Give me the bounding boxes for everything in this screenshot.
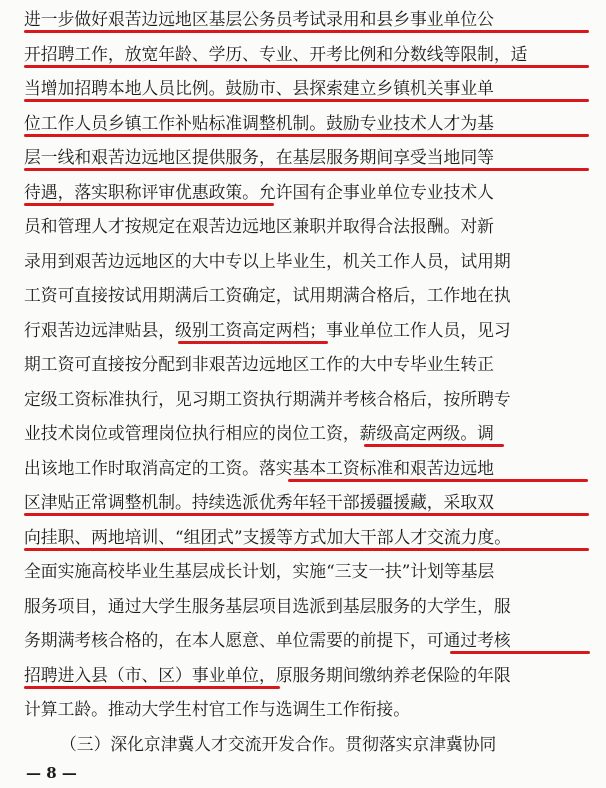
underline-highlight	[24, 99, 589, 102]
underline-highlight	[24, 548, 589, 551]
underline-highlight	[24, 30, 589, 33]
underline-highlight	[450, 651, 590, 654]
text-line: 待遇，落实职称评审优惠政策。允许国有企事业单位专业技术人	[24, 181, 494, 202]
text-line: 录用到艰苦边远地区的大中专以上毕业生，机关工作人员，试用期	[24, 250, 511, 271]
underline-highlight	[288, 479, 588, 482]
text-line: 区津贴正常调整机制。持续选派优秀年轻干部援疆援藏，采取双	[24, 492, 494, 512]
text-line: 员和管理人才按规定在艰苦边远地区兼职并取得合法报酬。对新	[24, 216, 494, 236]
text-line: 期工资可直接按分配到非艰苦边远地区工作的大中专毕业生转正	[24, 354, 494, 374]
text-line: 开招聘工作，放宽年龄、学历、专业、开考比例和分数线等限制，适	[24, 43, 528, 64]
text-line: 服务项目，通过大学生服务基层项目选派到基层服务的大学生，服	[24, 595, 511, 616]
section-heading-line: （三）深化京津冀人才交流开发合作。贯彻落实京津冀协同	[60, 733, 497, 754]
text-line: 向挂职、两地培训、“组团式”支援等方式加大干部人才交流力度。	[24, 526, 512, 547]
text-line: 定级工资标准执行，见习期工资执行期满并考核合格后，按所聘专	[24, 388, 511, 409]
text-line: 工资可直接按试用期满后工资确定，试用期满合格后，工作地在执	[24, 285, 511, 305]
text-line: 业技术岗位或管理岗位执行相应的岗位工资，薪级高定两级。调	[24, 423, 494, 443]
underline-highlight	[178, 341, 328, 344]
text-line: 进一步做好艰苦边远地区基层公务员考试录用和县乡事业单位公	[24, 9, 494, 29]
underline-highlight	[24, 686, 280, 689]
underline-highlight	[24, 134, 589, 137]
text-line: 务期满考核合格的，在本人愿意、单位需要的前提下，可通过考核	[24, 630, 511, 650]
text-line: 计算工龄。推动大学生村官工作与选调生工作衔接。	[24, 699, 410, 719]
underline-highlight	[364, 444, 504, 447]
text-line: 行艰苦边远津贴县，级别工资高定两档；事业单位工作人员，见习	[24, 319, 511, 340]
underline-highlight	[24, 513, 589, 516]
text-line: 招聘进入县（市、区）事业单位，原服务期间缴纳养老保险的年限	[24, 664, 511, 685]
underline-highlight	[24, 203, 274, 206]
text-line: 当增加招聘本地人员比例。鼓励市、县探索建立乡镇机关事业单	[24, 78, 494, 98]
underline-highlight	[24, 168, 589, 171]
text-line: 位工作人员乡镇工作补贴标准调整机制。鼓励专业技术人才为基	[24, 112, 494, 133]
text-line: 全面实施高校毕业生基层成长计划，实施“三支一扶”计划等基层	[24, 561, 495, 581]
text-line: 出该地工作时取消高定的工资。落实基本工资标准和艰苦边远地	[24, 457, 494, 478]
underline-highlight	[24, 65, 589, 68]
text-line: 层一线和艰苦边远地区提供服务，在基层服务期间享受当地同等	[24, 147, 494, 167]
page-number: — 8 —	[26, 764, 77, 782]
